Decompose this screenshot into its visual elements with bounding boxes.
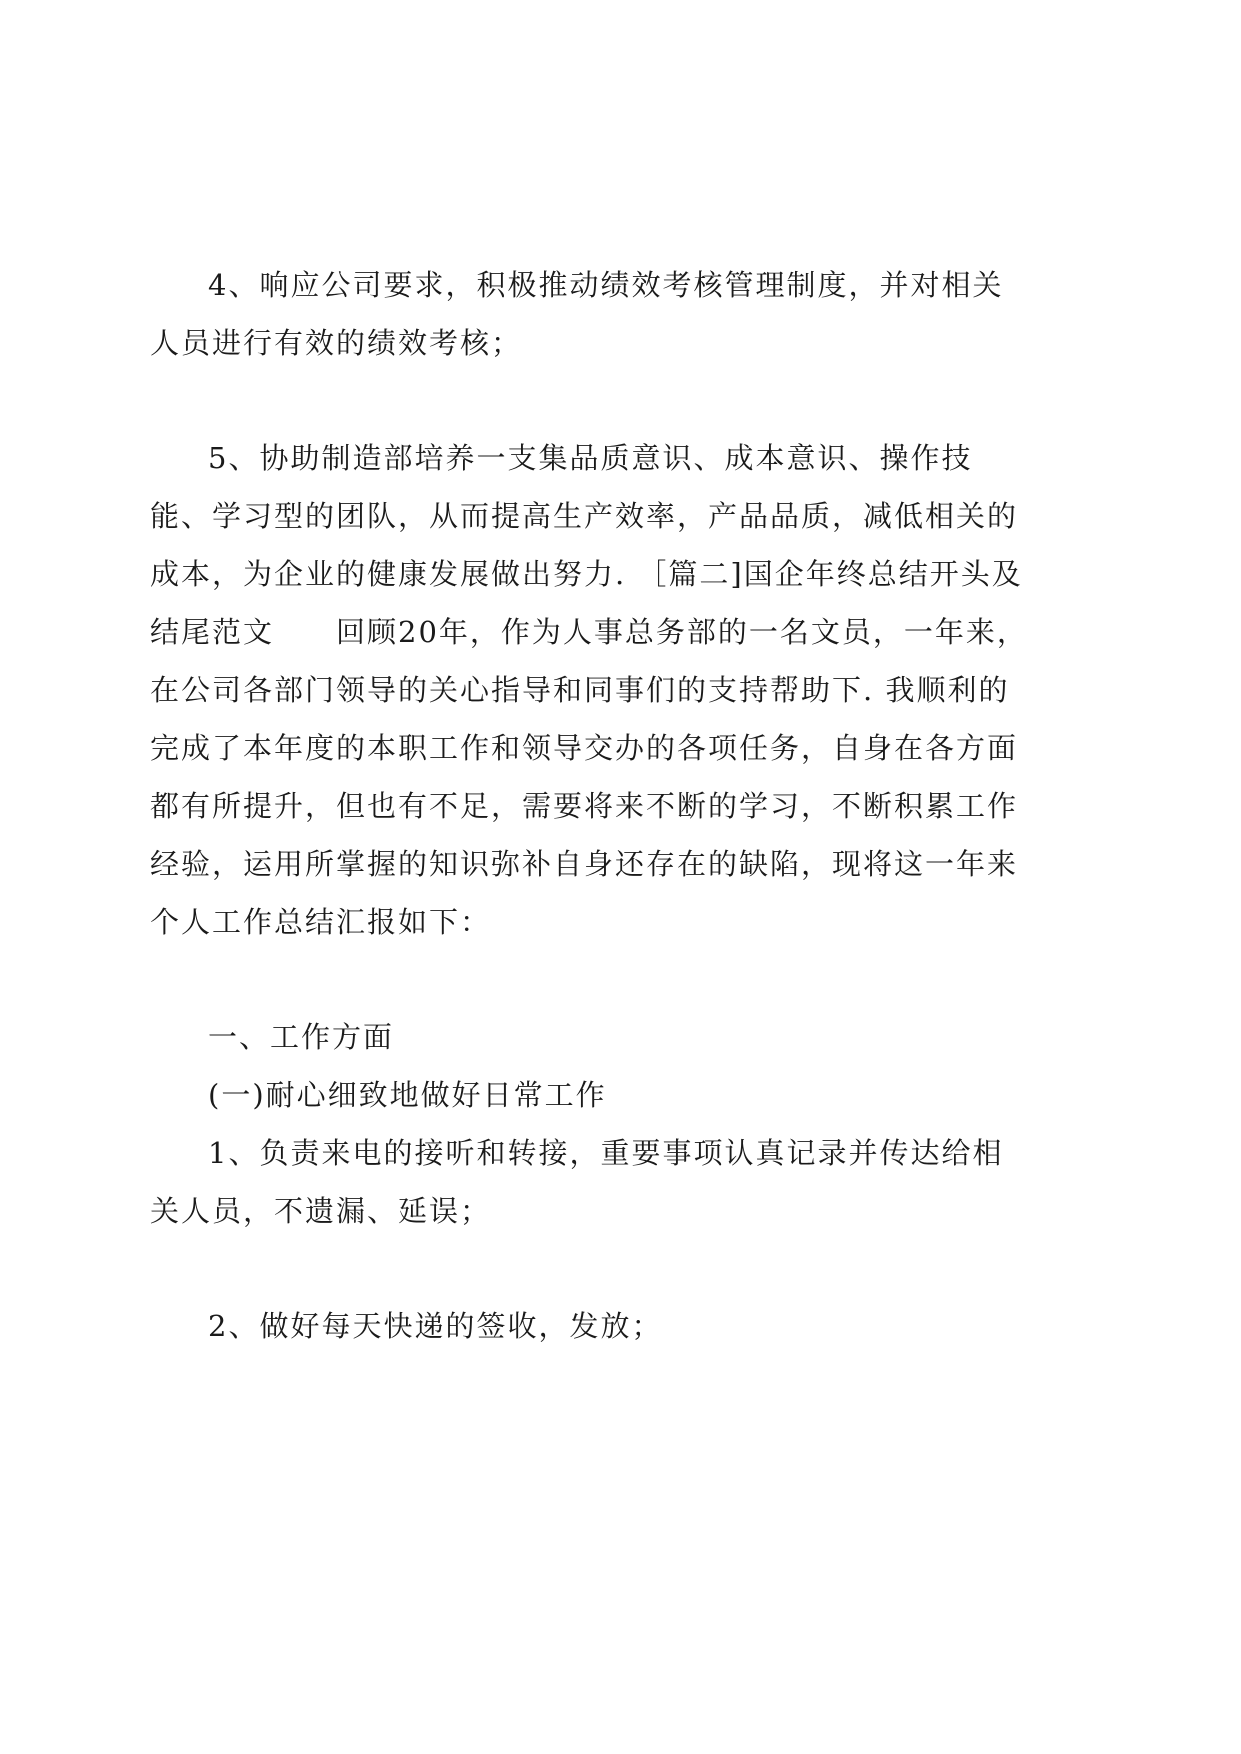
paragraph-5-line-7: 都有所提升，但也有不足，需要将来不断的学习，不断积累工作 (150, 789, 1019, 823)
paragraph-4-line-2: 人员进行有效的绩效考核； (150, 326, 523, 360)
section-heading: 一、工作方面 (208, 1020, 395, 1054)
paragraph-5-line-6: 完成了本年度的本职工作和领导交办的各项任务，自身在各方面 (150, 731, 1019, 765)
paragraph-5-line-8: 经验，运用所掌握的知识弥补自身还存在的缺陷，现将这一年来 (150, 847, 1019, 881)
paragraph-5-line-4: 结尾范文 回顾20年，作为人事总务部的一名文员，一年来， (150, 615, 1028, 649)
paragraph-5-line-1: 5、协助制造部培养一支集品质意识、成本意识、操作技 (208, 441, 973, 475)
paragraph-5-line-5: 在公司各部门领导的关心指导和同事们的支持帮助下. 我顺利的 (150, 673, 1010, 707)
item-1-line-2: 关人员，不遗漏、延误； (150, 1194, 492, 1228)
paragraph-5-line-9: 个人工作总结汇报如下： (150, 905, 492, 939)
item-2-line-1: 2、做好每天快递的签收，发放； (208, 1309, 663, 1343)
paragraph-5-line-2: 能、学习型的团队，从而提高生产效率，产品品质，减低相关的 (150, 499, 1019, 533)
item-1-line-1: 1、负责来电的接听和转接，重要事项认真记录并传达给相 (208, 1136, 1004, 1170)
subsection-heading: (一)耐心细致地做好日常工作 (208, 1078, 607, 1112)
paragraph-4-line-1: 4、响应公司要求，积极推动绩效考核管理制度，并对相关 (208, 268, 1004, 302)
paragraph-5-line-3: 成本，为企业的健康发展做出努力. ［篇二]国企年终总结开头及 (150, 557, 1023, 591)
